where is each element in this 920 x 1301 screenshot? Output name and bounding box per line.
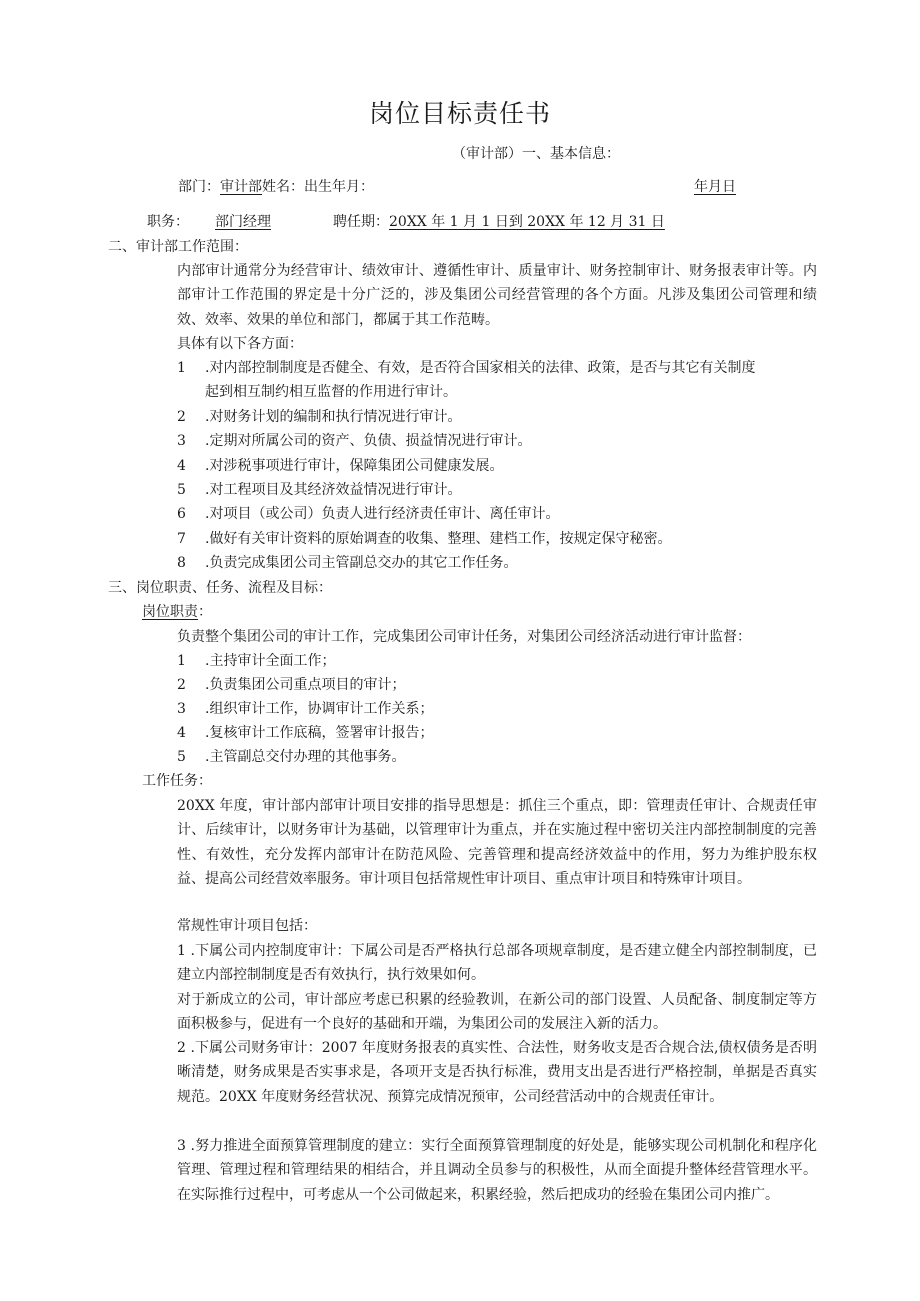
duty-item [177,674,405,694]
position-value: 部门经理 [215,214,271,230]
section-3-heading: 三、岗位职责、任务、流程及目标： [108,580,332,596]
section-2-intro: 内部审计通常分为经营审计、绩效审计、遵循性审计、质量审计、财务控制审计、财务报表审计等。内部审计工作范围的界定是十分广泛的，涉及集团公司经营管理的各个方面。凡涉及集团公司管理和绩效、效率、效果的单位和部门，都属于其工作范畴。 [177,263,817,328]
dept-label: 部门： [178,179,220,195]
list-item-text: .对财务计划的编制和执行情况进行审计。 [205,409,462,425]
list-item [177,503,559,523]
duty-item-number: 5 [177,749,186,765]
duty-item-number: 2 [177,677,186,693]
duty-heading: 岗位职责 [142,604,198,620]
term-row [333,211,665,231]
dept-value: 审计部 [220,179,262,195]
page-title: 岗位目标责任书 [368,99,551,128]
list-item [177,479,461,499]
list-item [177,552,517,572]
list-item [177,406,461,426]
list-item-number: 4 [177,458,186,474]
duty-item-number: 3 [177,701,186,717]
term-label: 聘任期： [333,214,389,230]
duty-item [177,698,433,718]
list-item-text: .对工程项目及其经济效益情况进行审计。 [205,482,462,498]
routine-item-1-note: 对于新成立的公司，审计部应考虑已积累的经验教训，在新公司的部门设置、人员配备、制度制定等方面积极参与，促进有一个良好的基础和开端，为集团公司的发展注入新的活力。 [177,992,817,1033]
routine-item-2: 2 .下属公司财务审计：2007 年度财务报表的真实性、合法性，财务收支是否合规合法,债权债务是否明晰清楚，财务成果是否实事求是，各项开支是否执行标准，费用支出是否进行严格控制，单据是否真实规范。20XX 年度财务经营状况、预算完成情况预审，公司经营活动中的合规责任审计。 [177,1040,817,1105]
list-item-number: 2 [177,409,186,425]
list-item-number: 8 [177,555,186,571]
position-label: 职务： [147,214,189,230]
duty-item [177,650,335,670]
section-2-heading: 二、审计部工作范围： [108,239,248,255]
list-item-text: .做好有关审计资料的原始调查的收集、整理、建档工作，按规定保守秘密。 [205,531,672,547]
list-item-number: 3 [177,433,186,449]
basic-info-row-1 [178,176,374,196]
list-item-number: 5 [177,482,186,498]
duty-item-text: .复核审计工作底稿，签署审计报告； [205,725,434,741]
list-item-text: .负责完成集团公司主管副总交办的其它工作任务。 [205,555,518,571]
routine-lead: 常规性审计项目包括： [177,918,317,934]
routine-item-1: 1 .下属公司内控制度审计：下属公司是否严格执行总部各项规章制度，是否建立健全内部控制制度，已建立内部控制制度是否有效执行，执行效果如何。 [177,943,817,984]
list-item-text: .对项目（或公司）负责人进行经济责任审计、离任审计。 [205,506,560,522]
name-label: 姓名： [262,179,304,195]
duty-item-text: .主管副总交付办理的其他事务。 [205,749,406,765]
duty-item [177,746,405,766]
list-item-text: .对涉税事项进行审计，保障集团公司健康发展。 [205,458,504,474]
duty-item-text: .组织审计工作，协调审计工作关系； [205,701,434,717]
term-value: 20XX 年 1 月 1 日到 20XX 年 12 月 31 日 [389,214,665,230]
duty-item-text: .负责集团公司重点项目的审计； [205,677,406,693]
task-heading: 工作任务： [142,773,212,789]
subtitle: （审计部）一、基本信息： [452,146,620,162]
section-2-lead: 具体有以下各方面： [177,336,303,352]
routine-item-3: 3 .努力推进全面预算管理制度的建立：实行全面预算管理制度的好处是，能够实现公司机制化和程序化管理、管理过程和管理结果的相结合，并且调动全员参与的积极性，从而全面提升整体经营管理水平。在实际推行过程中，可考虑从一个公司做起来，积累经验，然后把成功的经验在集团公司内推广。 [177,1138,817,1203]
duty-heading-colon: ： [198,604,212,620]
duty-item-text: .主持审计全面工作； [205,653,336,669]
task-intro: 20XX 年度，审计部内部审计项目安排的指导思想是：抓住三个重点，即：管理责任审计、合规责任审计、后续审计，以财务审计为基础，以管理审计为重点，并在实施过程中密切关注内部控制制度的完善性、有效性，充分发挥内部审计在防范风险、完善管理和提高经济效益中的作用，努力为维护股东权益、提高公司经营效率服务。审计项目包括常规性审计项目、重点审计项目和特殊审计项目。 [177,798,817,888]
list-item [177,357,755,377]
list-item-number: 1 [177,360,186,376]
birth-label: 出生年月： [304,179,374,195]
duty-heading-row [142,601,212,621]
duty-item-number: 4 [177,725,186,741]
list-item-number: 7 [177,531,186,547]
list-item-number: 6 [177,506,186,522]
list-item-text: .对内部控制制度是否健全、有效，是否符合国家相关的法律、政策，是否与其它有关制度 [205,360,756,376]
duty-intro: 负责整个集团公司的审计工作，完成集团公司审计任务，对集团公司经济活动进行审计监督： [177,629,751,645]
duty-item-number: 1 [177,653,186,669]
list-item [177,528,671,548]
list-item-text: .定期对所属公司的资产、负债、损益情况进行审计。 [205,433,532,449]
list-item-continuation: 起到相互制约相互监督的作用进行审计。 [205,384,457,400]
duty-item [177,722,433,742]
birth-value: 年月日 [694,179,736,195]
list-item [177,455,503,475]
list-item [177,430,531,450]
